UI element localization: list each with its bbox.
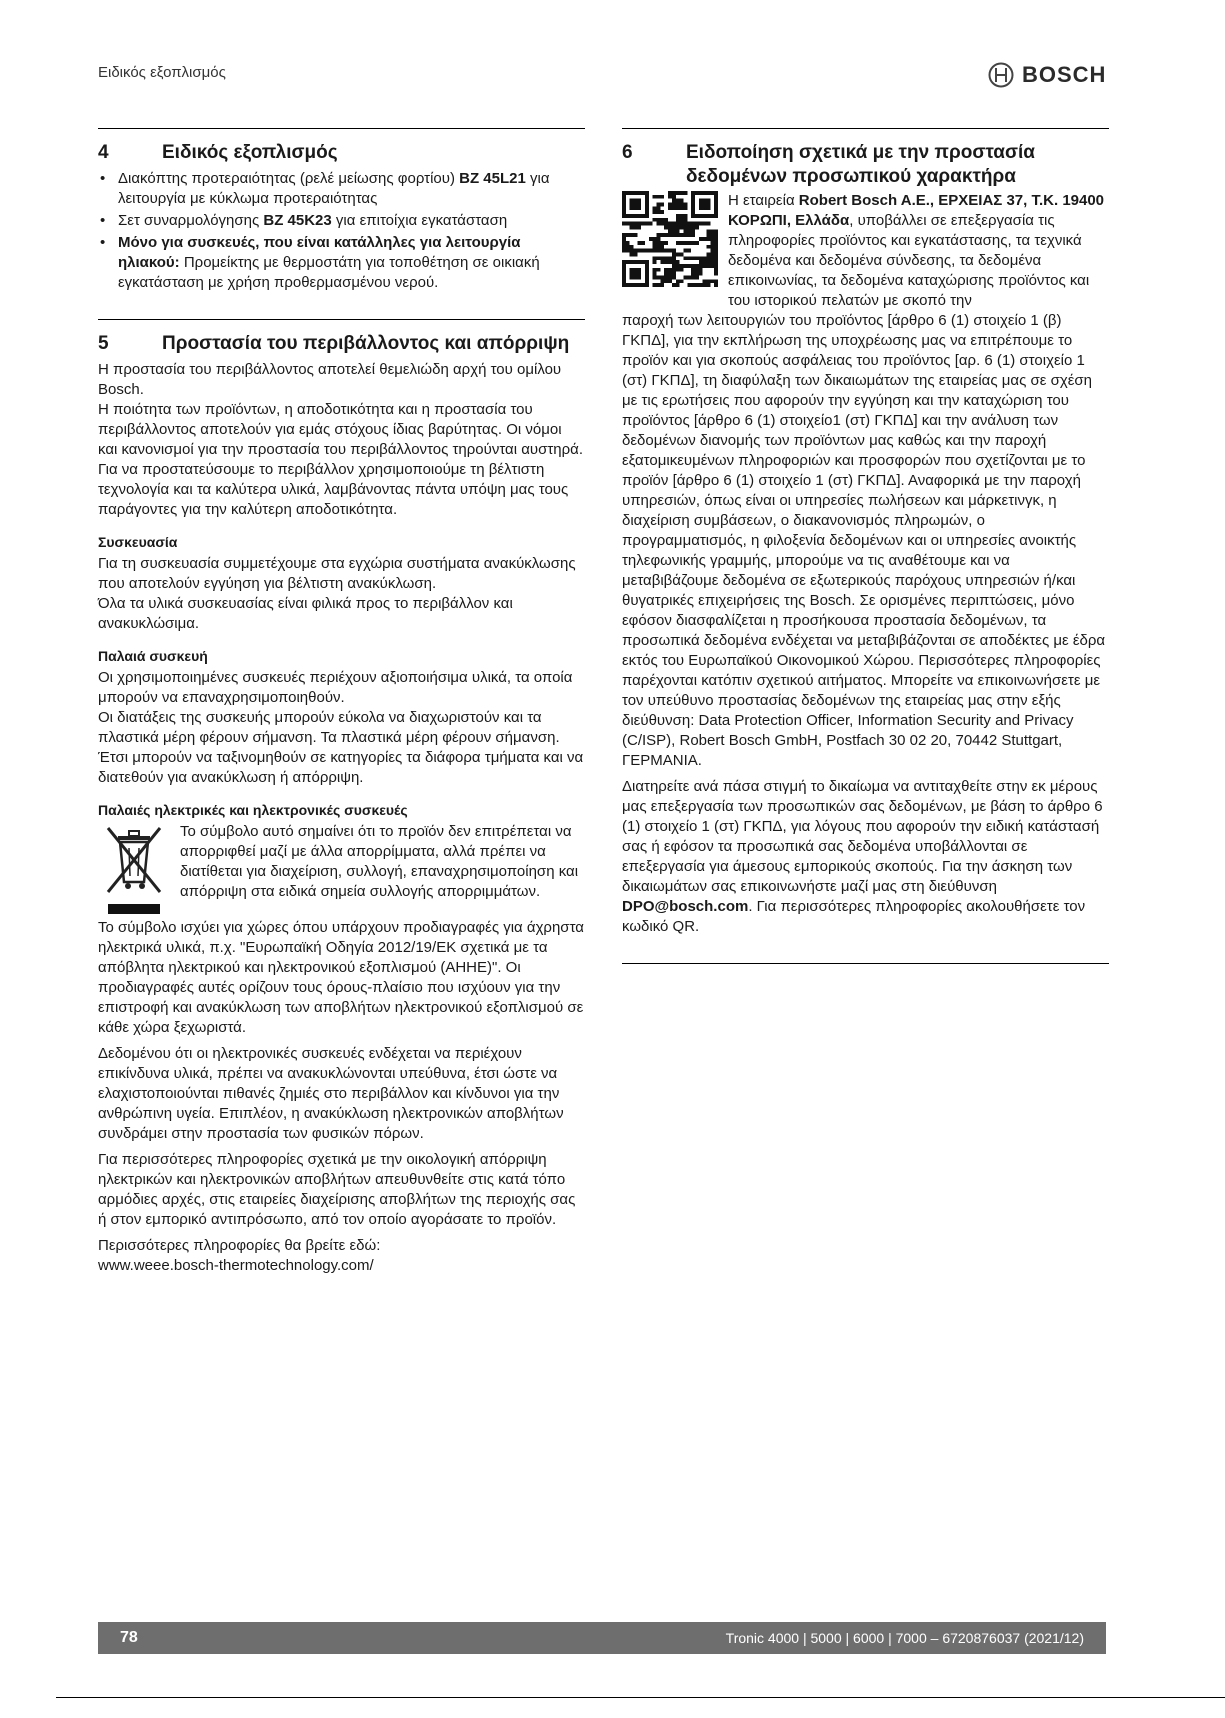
bosch-logo xyxy=(988,62,1106,88)
qr-code-icon[interactable] xyxy=(622,191,718,287)
brand-name: BOSCH xyxy=(1022,62,1107,87)
paragraph: Για να προστατεύσουμε το περιβάλλον χρησιμοποιούμε τη βέλτιστη τεχνολογία και τα καλύτερα υλικά, λαμβάνοντας πάντα υπόψη μας τους παράγοντες για την καλύτερη αποδοτικότητα. xyxy=(98,461,569,518)
right-column xyxy=(622,128,1109,964)
section-title: Προστασία του περιβάλλοντος και απόρριψη xyxy=(162,333,570,354)
weee-block xyxy=(98,822,585,918)
section-divider xyxy=(98,319,585,320)
paragraph: Η ποιότητα των προϊόντων, η αποδοτικότητα και η προστασία του περιβάλλοντος αποτελούν για εμάς στόχους ίδιας βαρύτητας. Οι νόμοι και κανονισμοί για την προστασία του περιβάλλοντος τηρούνται αυστηρά. xyxy=(98,401,583,458)
privacy-paragraph: παροχή των λειτουργιών του προϊόντος [άρθρο 6 (1) στοιχείο 1 (β) ΓΚΠΔ], για την εκπλήρωση της υποχρέωσης μας να επιτρέπουμε το προϊόν και για σκοπούς ασφάλειας του προϊόντος [αρ. 6 (1) στοιχείο 1 (στ) ΓΚΠΔ], τη διαφύλαξη των δικαιωμάτων της εταιρείας μας σε σχέση με τις ερωτήσεις που αφορούν την εγγύηση και την καταχώριση του προϊόντος [άρθρο 6 (1) στοιχείο1 (στ) ΓΚΠΔ] και την ανάλυση των δεδομένων διανομής των προϊόντων μας καθώς και την παροχή εξατομικευμένων πληροφοριών και προσφορών που σχετίζονται με το προϊόν [άρθρο 6 (1) στοιχείο 1 (στ) ΓΚΠΔ]. Αναφορικά με την παροχή υπηρεσιών, όπως είναι οι υπηρεσίες πωλήσεων και μάρκετινγκ, η διαχείριση συμβάσεων, ο διακανονισμός πληρωμών, ο προγραμματισμός, η φιλοξενία δεδομένων και οι υπηρεσίες ανοικτής τηλεφωνικής γραμμής, μπορούμε να τις αναθέτουμε και να μεταβιβάζουμε δεδομένα σε εξωτερικούς παρόχους υπηρεσιών ή/και θυγατρικές επιχειρήσεις της Bosch. Σε ορισμένες περιπτώσεις, μόνο εφόσον διασφαλίζεται η προσήκουσα προστασία δεδομένων, τα προσωπικά δεδομένα ενδέχεται να μεταβιβάζονται σε αποδέκτες με έδρα εκτός του Ευρωπαϊκού Οικονομικού Χώρου. Περισσότερες πληροφορίες παρέχονται κατόπιν σχετικού αιτήματος. Μπορείτε να επικοινωνήσετε με τον υπεύθυνο προστασίας δεδομένων της εταιρείας μας στην εξής διεύθυνση: Data Protection Officer, Information Security and Privacy (C/ISP), Robert Bosch GmbH, Postfach 30 02 20, 70442 Stuttgart, ΓΕΡΜΑΝΙΑ. xyxy=(622,312,1106,769)
crossed-bin-icon xyxy=(98,822,170,918)
section-6-heading xyxy=(622,141,1109,189)
paragraph: Οι χρησιμοποιημένες συσκευές περιέχουν αξιοποιήσιμα υλικά, τα οποία μπορούν να επαναχρησιμοποιηθούν. xyxy=(98,669,573,706)
section-4-heading xyxy=(98,141,585,165)
privacy-objection-paragraph: Διατηρείτε ανά πάσα στιγμή το δικαίωμα να αντιταχθείτε στην εκ μέρους μας επεξεργασία των προσωπικών σας δεδομένων, με βάση το άρθρο 6 (1) στοιχείο 1 (στ) ΓΚΠΔ, για λόγους που αφορούν την ειδική κατάστασή σας ή εφόσον τα προσωπικά σας δεδομένα υποβάλλονται σε επεξεργασία για άμεσους εμπορικούς σκοπούς. Για την άσκηση των δικαιωμάτων σας επικοινωνήστε μαζί μας στη διεύθυνση DPO@bosch.com. Για περισσότερες πληροφορίες ακολουθήσετε τον κωδικό QR. xyxy=(622,778,1103,935)
paragraph: Για περισσότερες πληροφορίες σχετικά με την οικολογική απόρριψη ηλεκτρικών και ηλεκτρονικών αποβλήτων απευθυνθείτε στις κατά τόπο αρμόδιες αρχές, στις εταιρείες διαχείρισης αποβλήτων της περιοχής σας ή στον εμπορικό αντιπρόσωπο, από τον οποίο αγοράσατε το προϊόν. xyxy=(98,1151,576,1228)
paragraph: Για τη συσκευασία συμμετέχουμε στα εγχώρια συστήματα ανακύκλωσης που αποτελούν εγγύηση για βέλτιστη ανακύκλωση. xyxy=(98,555,576,592)
page-footer xyxy=(98,1622,1106,1654)
section-divider xyxy=(622,128,1109,129)
page-number: 78 xyxy=(120,1629,138,1646)
section-divider xyxy=(98,128,585,129)
section-title: Ειδοποίηση σχετικά με την προστασία δεδομένων προσωπικού χαρακτήρα xyxy=(686,142,1035,187)
paragraph: Όλα τα υλικά συσκευασίας είναι φιλικά προς το περιβάλλον και ανακυκλώσιμα. xyxy=(98,595,513,632)
section-5-heading xyxy=(98,332,585,356)
section-title: Ειδικός εξοπλισμός xyxy=(162,142,338,163)
running-header-title: Ειδικός εξοπλισμός xyxy=(98,64,226,81)
paragraph: Οι διατάξεις της συσκευής μπορούν εύκολα να διαχωριστούν και τα πλαστικά μέρη φέρουν σήμανση. Τα πλαστικά μέρη φέρουν σήμανση. Έτσι μπορούν να ταξινομηθούν σε κατηγορίες τα διάφορα τμήματα και να διατεθούν για ανακύκλωση ή απόρριψη. xyxy=(98,709,584,786)
privacy-paragraph-intro: Η εταιρεία Robert Bosch A.E., ΕΡΧΕΙΑΣ 37, Τ.Κ. 19400 ΚΟΡΩΠΙ, Ελλάδα, υποβάλλει σε επεξεργασία τις πληροφορίες προϊόντος και εγκατάστασης, τα τεχνικά δεδομένα και δεδομένα σύνδεσης, τα δεδομένα επικοινωνίας, τα δεδομένα καταχώρισης προϊόντος και του ιστορικού πελατών με σκοπό την xyxy=(728,192,1105,309)
section-number: 5 xyxy=(98,333,109,354)
section-divider xyxy=(622,963,1109,964)
accessories-list xyxy=(98,169,585,293)
list-item: • Σετ συναρμολόγησης BZ 45K23 για επιτοίχια εγκατάσταση xyxy=(98,211,585,231)
paragraph: Περισσότερες πληροφορίες θα βρείτε εδώ: xyxy=(98,1237,381,1254)
section-number: 4 xyxy=(98,142,109,163)
subheading-packaging: Συσκευασία xyxy=(98,534,178,550)
paragraph: Το σύμβολο ισχύει για χώρες όπου υπάρχουν προδιαγραφές για άχρηστα ηλεκτρικά υλικά, π.χ. "Ευρωπαϊκή Οδηγία 2012/19/ΕΚ σχετικά με τα απόβλητα ηλεκτρικού και ηλεκτρονικού εξοπλισμού (ΑΗΗΕ)". Οι προδιαγραφές αυτές ορίζουν τους όρους-πλαίσιο που ισχύουν για την επιστροφή και ανακύκλωση των αποβλήτων ηλεκτρονικού εξοπλισμού σε κάθε χώρα ξεχωριστά. xyxy=(98,919,584,1036)
subheading-weee: Παλαιές ηλεκτρικές και ηλεκτρονικές συσκευές xyxy=(98,802,408,818)
list-item: • Μόνο για συσκευές, που είναι κατάλληλες για λειτουργία ηλιακού: Προμείκτης με θερμοστάτη για τοποθέτηση σε οικιακή εγκατάσταση με χρήση προθερμασμένου νερού. xyxy=(98,233,585,293)
bosch-armature-icon xyxy=(988,62,1014,88)
subheading-old-device: Παλαιά συσκευή xyxy=(98,648,208,664)
list-item: • Διακόπτης προτεραιότητας (ρελέ μείωσης φορτίου) BZ 45L21 για λειτουργία με κύκλωμα προτεραιότητας xyxy=(98,169,585,209)
page-bottom-rule xyxy=(56,1697,1225,1698)
privacy-intro-block xyxy=(622,191,1109,311)
paragraph: Η προστασία του περιβάλλοντος αποτελεί θεμελιώδη αρχή του ομίλου Bosch. xyxy=(98,361,562,398)
dpo-email-link[interactable]: DPO@bosch.com xyxy=(622,898,749,915)
weee-url-link[interactable]: www.weee.bosch-thermotechnology.com/ xyxy=(98,1257,374,1274)
left-column xyxy=(98,128,585,1282)
document-reference: Tronic 4000 | 5000 | 6000 | 7000 – 6720876037 (2021/12) xyxy=(725,1630,1084,1646)
section-number: 6 xyxy=(622,142,633,163)
paragraph: Το σύμβολο αυτό σημαίνει ότι το προϊόν δεν επιτρέπεται να απορριφθεί μαζί με άλλα απορρίμματα, αλλά πρέπει να διατίθεται για διαχείριση, συλλογή, επαναχρησιμοποίηση και απόρριψη στα ειδικά σημεία συλλογής απορριμμάτων. xyxy=(180,823,579,900)
paragraph: Δεδομένου ότι οι ηλεκτρονικές συσκευές ενδέχεται να περιέχουν επικίνδυνα υλικά, πρέπει να ανακυκλώνονται υπεύθυνα, έτσι ώστε να ελαχιστοποιούνται πιθανές ζημιές στο περιβάλλον και κίνδυνοι για την ανθρώπινη υγεία. Επιπλέον, η ανακύκλωση ηλεκτρονικών αποβλήτων συνδράμει στην προστασία των φυσικών πόρων. xyxy=(98,1045,564,1142)
